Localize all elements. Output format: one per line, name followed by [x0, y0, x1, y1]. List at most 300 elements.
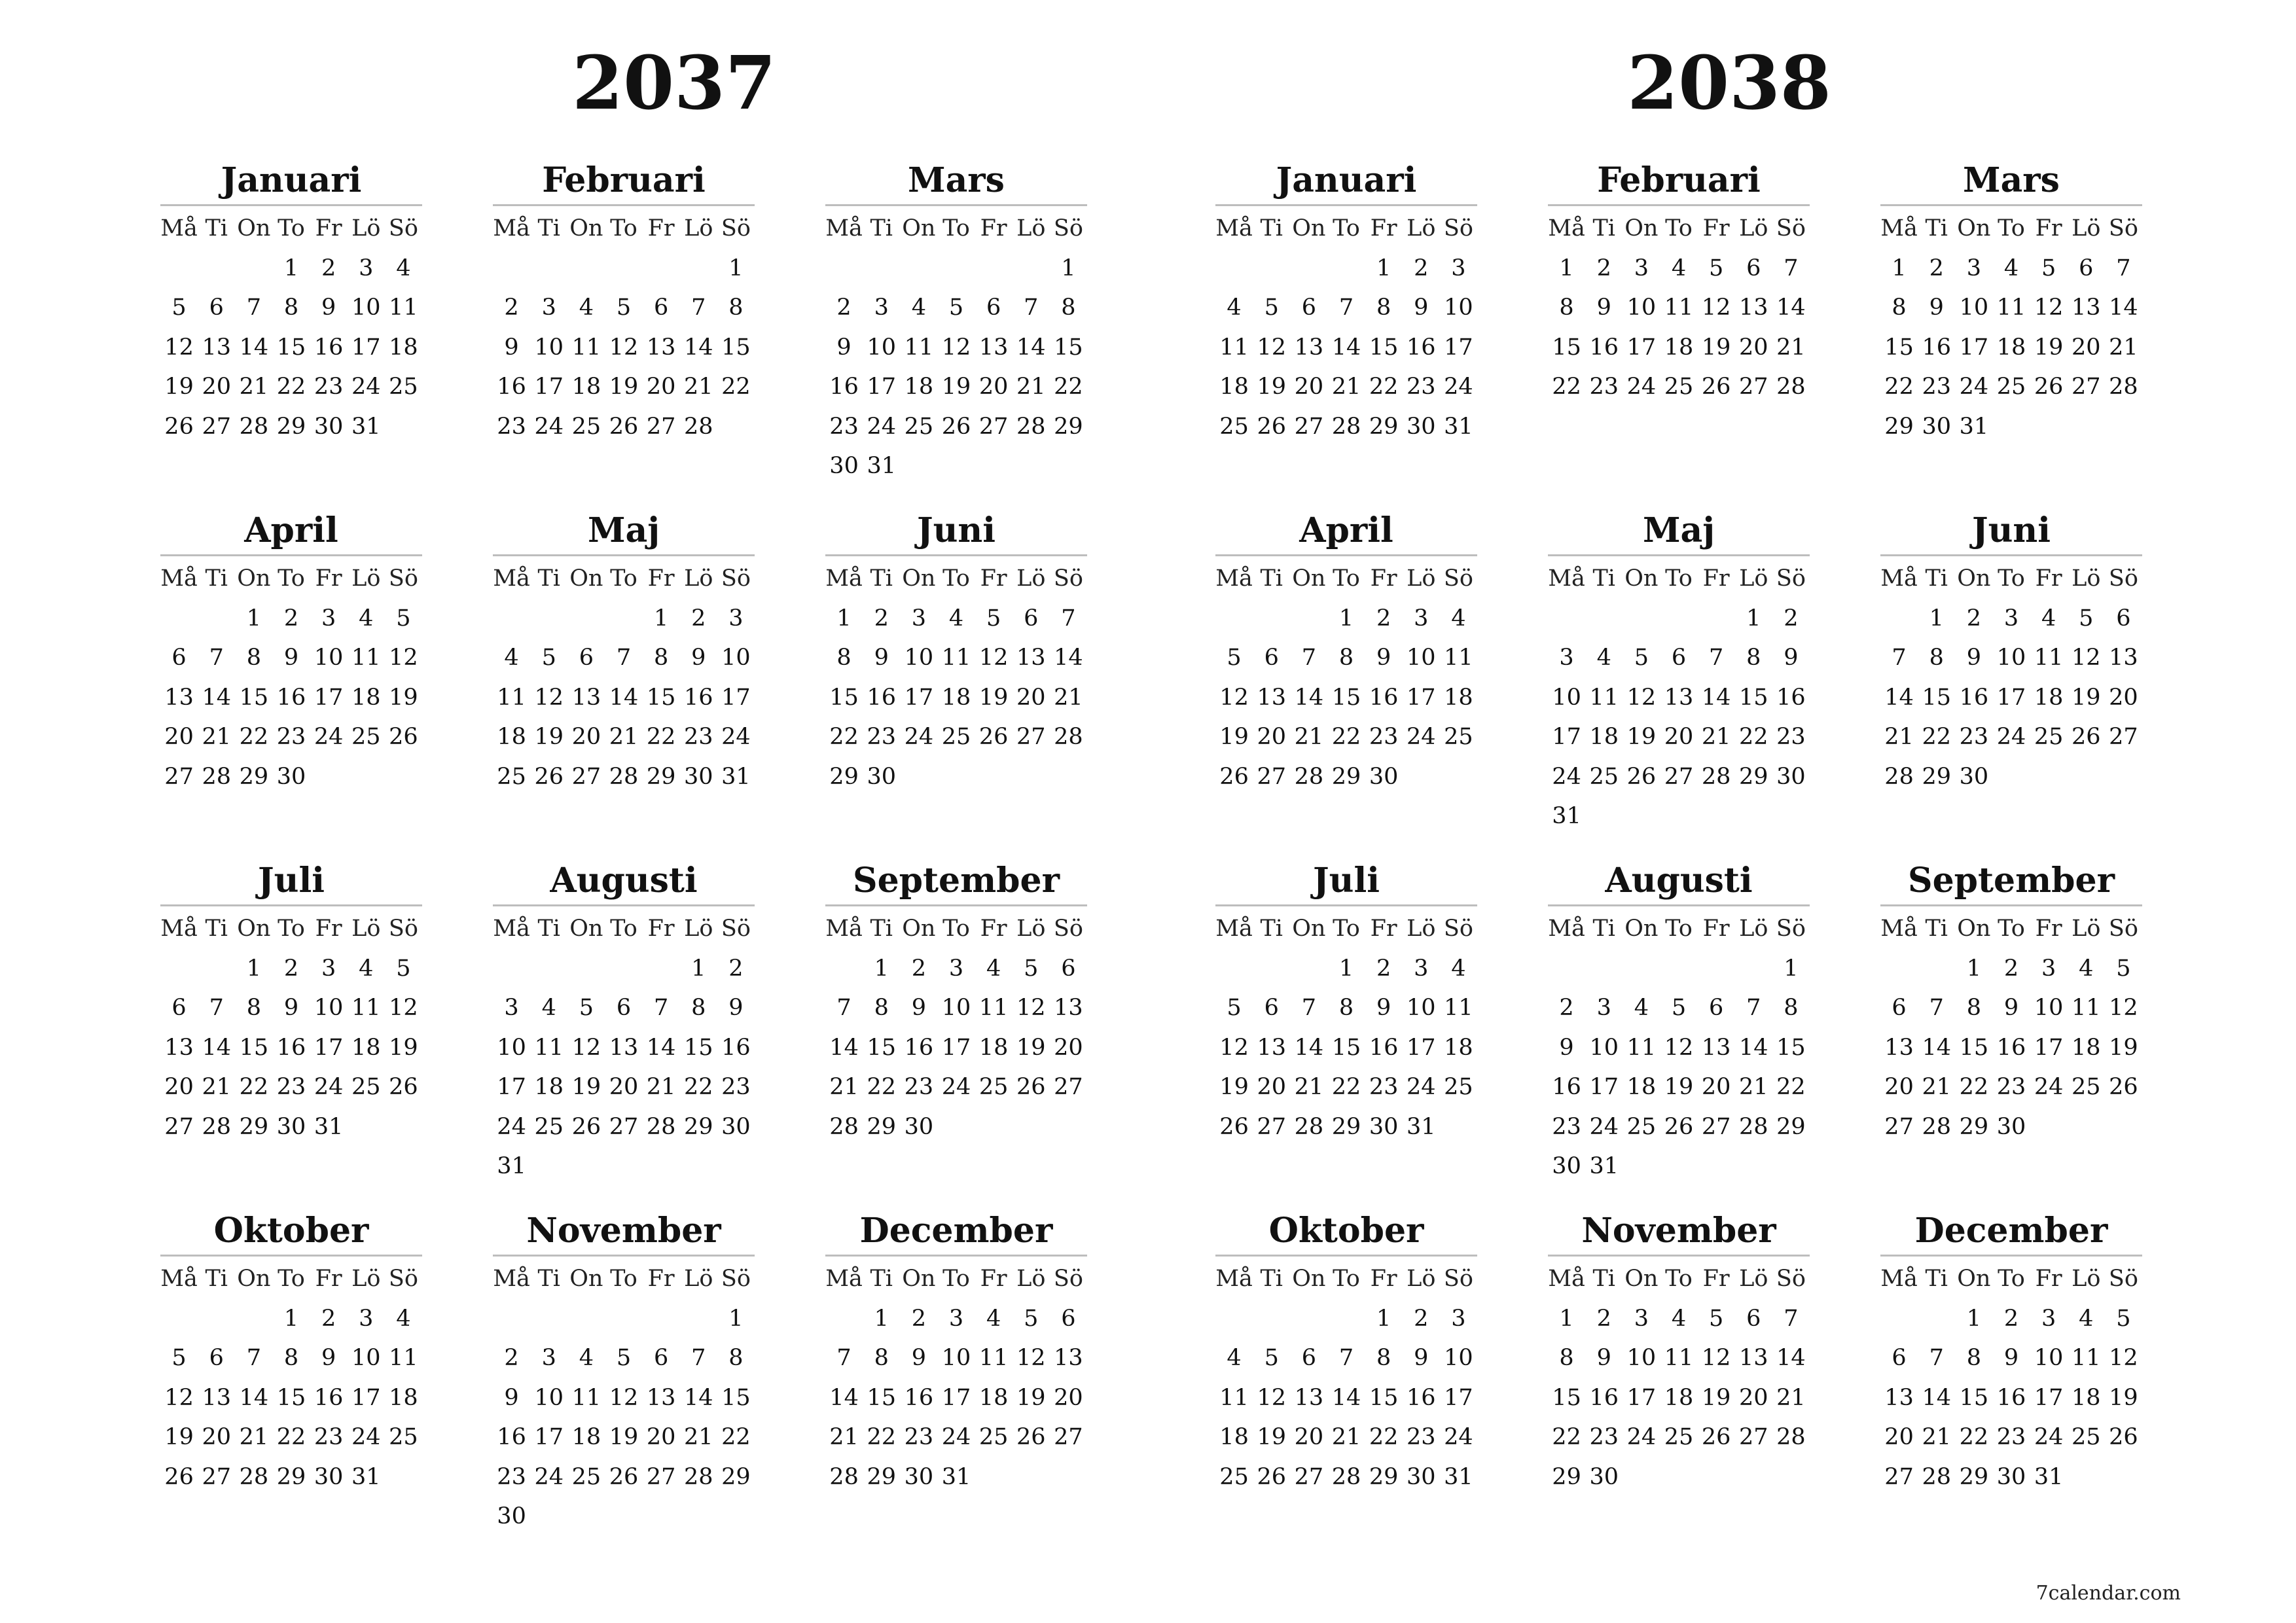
weekday-header: Ti — [1925, 565, 1948, 592]
month-maj — [493, 507, 755, 796]
day-cell: 17 — [1444, 334, 1473, 361]
day-cell: 23 — [1369, 1074, 1399, 1100]
day-cell: 20 — [646, 374, 676, 400]
month-name: December — [825, 1207, 1087, 1257]
weekday-header: Sö — [388, 1266, 418, 1292]
day-cell: 20 — [1257, 724, 1286, 750]
day-cell: 30 — [1407, 1463, 1436, 1490]
day-grid — [825, 559, 1087, 796]
weekday-header: Må — [493, 916, 530, 942]
weekday-header: Ti — [537, 1266, 560, 1292]
month-april — [1215, 507, 1477, 796]
day-cell: 20 — [1701, 1074, 1731, 1100]
day-cell: 5 — [1708, 1305, 1724, 1332]
empty-cell — [198, 949, 235, 989]
empty-cell — [1548, 949, 1585, 989]
empty-cell — [1253, 949, 1290, 989]
day-cell: 17 — [497, 1074, 526, 1100]
day-cell: 28 — [1922, 1113, 1951, 1140]
weekday-header: Fr — [1370, 916, 1397, 942]
day-cell: 16 — [1589, 1384, 1619, 1411]
day-cell: 15 — [1959, 1384, 1989, 1411]
day-cell: 8 — [874, 995, 889, 1021]
day-cell: 21 — [609, 724, 639, 750]
day-cell: 20 — [1739, 334, 1768, 361]
day-cell: 1 — [1892, 255, 1907, 281]
day-cell: 25 — [1444, 1074, 1473, 1100]
day-cell: 20 — [978, 374, 1009, 400]
weekday-header: On — [1292, 565, 1326, 592]
month-februari — [493, 157, 755, 446]
day-cell: 21 — [1331, 374, 1361, 400]
day-cell: 21 — [239, 374, 269, 400]
day-cell: 14 — [239, 1384, 269, 1411]
day-cell: 13 — [1257, 684, 1286, 711]
day-cell: 19 — [978, 684, 1009, 711]
day-cell: 24 — [1996, 724, 2026, 750]
month-mars — [1880, 157, 2142, 446]
day-cell: 2 — [1414, 255, 1429, 281]
day-cell: 3 — [321, 955, 336, 982]
day-cell: 15 — [684, 1034, 713, 1061]
weekday-header: On — [902, 565, 936, 592]
day-cell: 21 — [1294, 1074, 1324, 1100]
weekday-header: On — [569, 565, 603, 592]
weekday-header: Lö — [1739, 215, 1768, 241]
day-cell: 10 — [721, 645, 751, 671]
day-cell: 16 — [1369, 1034, 1399, 1061]
day-cell: 13 — [202, 334, 231, 361]
day-cell: 10 — [2034, 1345, 2064, 1371]
weekday-header: Fr — [315, 1266, 342, 1292]
day-cell: 6 — [1264, 995, 1279, 1021]
weekday-header: Fr — [980, 1266, 1007, 1292]
month-oktober — [160, 1207, 422, 1497]
weekday-header: To — [278, 565, 305, 592]
weekday-header: Ti — [205, 215, 228, 241]
day-cell: 22 — [829, 724, 859, 750]
day-cell: 11 — [978, 995, 1009, 1021]
day-cell: 14 — [684, 334, 713, 361]
day-cell: 11 — [904, 334, 934, 361]
weekday-header: To — [942, 565, 970, 592]
month-juni — [825, 507, 1087, 796]
day-cell: 30 — [1996, 1113, 2026, 1140]
day-grid — [1880, 1259, 2142, 1497]
day-cell: 6 — [653, 1345, 669, 1371]
weekday-header: Må — [825, 215, 863, 241]
day-cell: 20 — [1016, 684, 1046, 711]
day-cell: 4 — [1451, 605, 1466, 632]
weekday-header: Ti — [870, 215, 893, 241]
day-cell: 21 — [829, 1424, 859, 1450]
day-cell: 21 — [1922, 1074, 1951, 1100]
month-september — [1880, 857, 2142, 1147]
day-cell: 10 — [534, 1384, 564, 1411]
month-januari — [160, 157, 422, 446]
empty-cell — [825, 949, 863, 989]
day-cell: 1 — [283, 255, 299, 281]
day-cell: 25 — [2034, 724, 2064, 750]
weekday-header: Lö — [684, 1266, 713, 1292]
day-cell: 24 — [1407, 1074, 1436, 1100]
day-cell: 26 — [1701, 374, 1731, 400]
day-cell: 1 — [1746, 605, 1761, 632]
day-cell: 2 — [1414, 1305, 1429, 1332]
day-cell: 7 — [653, 995, 669, 1021]
day-cell: 6 — [1264, 645, 1279, 671]
month-augusti — [493, 857, 755, 1186]
day-cell: 24 — [2034, 1424, 2064, 1450]
weekday-header: Må — [1215, 1266, 1253, 1292]
day-cell: 24 — [1407, 724, 1436, 750]
day-cell: 2 — [874, 605, 889, 632]
weekday-header: Ti — [1260, 565, 1283, 592]
day-cell: 20 — [1664, 724, 1694, 750]
day-cell: 9 — [504, 334, 519, 361]
weekday-header: Fr — [647, 565, 675, 592]
day-cell: 15 — [829, 684, 859, 711]
day-cell: 18 — [534, 1074, 564, 1100]
day-cell: 8 — [1966, 1345, 1981, 1371]
day-cell: 12 — [1626, 684, 1657, 711]
empty-cell — [1698, 949, 1735, 989]
day-cell: 14 — [1294, 1034, 1324, 1061]
day-cell: 7 — [616, 645, 632, 671]
day-cell: 27 — [609, 1113, 639, 1140]
day-cell: 15 — [276, 334, 306, 361]
day-cell: 28 — [2109, 374, 2138, 400]
day-cell: 11 — [2072, 1345, 2101, 1371]
month-name: Juli — [1215, 857, 1477, 906]
day-cell: 9 — [911, 1345, 926, 1371]
month-name: Juni — [825, 507, 1087, 556]
weekday-header: To — [1998, 565, 2025, 592]
day-cell: 18 — [2034, 684, 2064, 711]
day-cell: 17 — [867, 374, 896, 400]
day-cell: 9 — [1596, 1345, 1611, 1371]
day-cell: 26 — [1257, 413, 1286, 440]
weekday-header: Sö — [1053, 565, 1083, 592]
day-cell: 25 — [389, 374, 418, 400]
day-cell: 26 — [1626, 763, 1657, 790]
empty-cell — [1327, 1299, 1365, 1339]
day-cell: 24 — [314, 724, 344, 750]
weekday-header: Ti — [205, 565, 228, 592]
day-cell: 30 — [904, 1463, 934, 1490]
day-cell: 7 — [836, 1345, 852, 1371]
empty-cell — [567, 949, 605, 989]
day-cell: 2 — [1559, 995, 1574, 1021]
empty-cell — [1290, 949, 1327, 989]
day-cell: 14 — [239, 334, 269, 361]
day-cell: 23 — [1589, 1424, 1619, 1450]
day-cell: 14 — [646, 1034, 676, 1061]
day-cell: 18 — [1219, 374, 1249, 400]
month-name: Oktober — [160, 1207, 422, 1257]
day-cell: 3 — [948, 955, 964, 982]
day-cell: 23 — [497, 413, 526, 440]
day-cell: 3 — [911, 605, 926, 632]
day-cell: 13 — [164, 684, 194, 711]
weekday-header: To — [610, 565, 637, 592]
day-cell: 13 — [1664, 684, 1694, 711]
month-name: September — [1880, 857, 2142, 906]
day-cell: 19 — [1016, 1384, 1046, 1411]
weekday-header: On — [569, 1266, 603, 1292]
day-cell: 18 — [1626, 1074, 1657, 1100]
day-cell: 11 — [571, 1384, 601, 1411]
weekday-header: Ti — [1592, 1266, 1615, 1292]
day-cell: 25 — [2072, 1424, 2101, 1450]
month-oktober — [1215, 1207, 1477, 1497]
day-cell: 3 — [321, 605, 336, 632]
day-cell: 21 — [1701, 724, 1731, 750]
weekday-header: Lö — [351, 565, 381, 592]
weekday-header: On — [569, 916, 603, 942]
weekday-header: To — [1665, 215, 1693, 241]
day-cell: 28 — [1776, 374, 1806, 400]
day-cell: 7 — [1024, 294, 1039, 321]
day-cell: 8 — [1376, 1345, 1391, 1371]
day-cell: 5 — [1671, 995, 1687, 1021]
empty-cell — [567, 249, 605, 289]
day-cell: 24 — [904, 724, 934, 750]
weekday-header: Lö — [1016, 565, 1046, 592]
empty-cell — [160, 599, 198, 639]
day-cell: 12 — [1701, 294, 1731, 321]
day-cell: 7 — [836, 995, 852, 1021]
day-cell: 29 — [1552, 1463, 1581, 1490]
day-cell: 3 — [1596, 995, 1611, 1021]
weekday-header: To — [1333, 565, 1360, 592]
day-cell: 18 — [389, 334, 418, 361]
day-cell: 25 — [978, 1074, 1009, 1100]
weekday-header: Må — [493, 215, 530, 241]
month-november — [493, 1207, 755, 1537]
weekday-header: Lö — [2072, 565, 2101, 592]
day-cell: 12 — [164, 1384, 194, 1411]
day-cell: 28 — [1294, 1113, 1324, 1140]
weekday-header: Ti — [205, 916, 228, 942]
day-cell: 24 — [1444, 374, 1473, 400]
empty-cell — [235, 1299, 272, 1339]
month-september — [825, 857, 1087, 1147]
day-cell: 10 — [1959, 294, 1989, 321]
weekday-header: To — [1333, 1266, 1360, 1292]
empty-cell — [1253, 249, 1290, 289]
weekday-header: Lö — [1407, 916, 1436, 942]
empty-cell — [643, 949, 680, 989]
day-cell: 7 — [1784, 255, 1799, 281]
month-juli — [160, 857, 422, 1147]
day-cell: 6 — [209, 294, 224, 321]
day-cell: 19 — [571, 1074, 601, 1100]
day-cell: 3 — [1559, 645, 1574, 671]
day-cell: 8 — [1376, 294, 1391, 321]
day-cell: 29 — [646, 763, 676, 790]
day-cell: 20 — [1294, 1424, 1324, 1450]
day-cell: 1 — [1559, 1305, 1574, 1332]
empty-cell — [1585, 949, 1623, 989]
day-cell: 14 — [1922, 1034, 1951, 1061]
day-cell: 25 — [1219, 1463, 1249, 1490]
day-cell: 27 — [1054, 1074, 1083, 1100]
weekday-header: Må — [1215, 916, 1253, 942]
day-cell: 23 — [1776, 724, 1806, 750]
day-cell: 8 — [1559, 1345, 1574, 1371]
day-cell: 18 — [978, 1034, 1009, 1061]
day-cell: 23 — [1996, 1424, 2026, 1450]
day-cell: 16 — [1996, 1034, 2026, 1061]
day-cell: 5 — [2079, 605, 2094, 632]
weekday-header: Sö — [2108, 916, 2138, 942]
day-cell: 11 — [1664, 294, 1694, 321]
day-cell: 23 — [1996, 1074, 2026, 1100]
day-cell: 26 — [609, 413, 639, 440]
day-cell: 5 — [616, 294, 632, 321]
day-cell: 24 — [1626, 1424, 1657, 1450]
day-cell: 23 — [904, 1424, 934, 1450]
day-cell: 10 — [1407, 995, 1436, 1021]
month-mars — [825, 157, 1087, 486]
weekday-header: Fr — [1370, 215, 1397, 241]
day-cell: 16 — [1922, 334, 1951, 361]
day-cell: 30 — [1959, 763, 1989, 790]
day-grid — [1215, 209, 1477, 446]
day-cell: 2 — [321, 255, 336, 281]
day-cell: 1 — [1061, 255, 1076, 281]
day-cell: 17 — [1444, 1384, 1473, 1411]
day-cell: 31 — [867, 453, 896, 479]
day-cell: 25 — [1626, 1113, 1657, 1140]
empty-cell — [1918, 1299, 1955, 1339]
day-cell: 23 — [829, 413, 859, 440]
month-name: Oktober — [1215, 1207, 1477, 1257]
day-cell: 23 — [1589, 374, 1619, 400]
day-cell: 23 — [1959, 724, 1989, 750]
day-cell: 28 — [829, 1113, 859, 1140]
day-cell: 22 — [721, 374, 751, 400]
weekday-header: Sö — [721, 916, 751, 942]
weekday-header: Lö — [351, 916, 381, 942]
day-cell: 5 — [2041, 255, 2056, 281]
day-cell: 7 — [246, 1345, 261, 1371]
weekday-header: Sö — [1443, 565, 1473, 592]
day-cell: 28 — [1294, 763, 1324, 790]
day-cell: 22 — [1054, 374, 1083, 400]
day-cell: 11 — [1589, 684, 1619, 711]
day-cell: 19 — [1701, 1384, 1731, 1411]
day-cell: 27 — [202, 413, 231, 440]
day-cell: 8 — [1966, 995, 1981, 1021]
day-cell: 15 — [239, 1034, 269, 1061]
empty-cell — [198, 599, 235, 639]
day-cell: 25 — [1664, 1424, 1694, 1450]
weekday-header: To — [1665, 565, 1693, 592]
day-cell: 23 — [721, 1074, 751, 1100]
site-credit: 7calendar.com — [2036, 1582, 2181, 1605]
day-cell: 2 — [1966, 605, 1981, 632]
day-cell: 25 — [904, 413, 934, 440]
day-cell: 15 — [1552, 1384, 1581, 1411]
day-cell: 6 — [1892, 1345, 1907, 1371]
day-cell: 20 — [1054, 1384, 1083, 1411]
empty-cell — [605, 599, 642, 639]
month-name: Juli — [160, 857, 422, 906]
day-cell: 22 — [1959, 1424, 1989, 1450]
day-cell: 2 — [1784, 605, 1799, 632]
day-cell: 5 — [2116, 955, 2131, 982]
day-grid — [1215, 559, 1477, 796]
empty-cell — [1735, 949, 1772, 989]
day-cell: 18 — [941, 684, 971, 711]
day-cell: 3 — [359, 255, 374, 281]
day-cell: 9 — [1596, 294, 1611, 321]
day-cell: 16 — [314, 1384, 344, 1411]
weekday-header: On — [1292, 916, 1326, 942]
weekday-header: Sö — [1053, 215, 1083, 241]
empty-cell — [643, 249, 680, 289]
month-name: November — [1548, 1207, 1810, 1257]
day-cell: 19 — [1664, 1074, 1694, 1100]
day-cell: 17 — [351, 1384, 381, 1411]
day-cell: 24 — [721, 724, 751, 750]
day-cell: 5 — [171, 1345, 187, 1371]
weekday-header: On — [237, 1266, 271, 1292]
day-cell: 19 — [609, 1424, 639, 1450]
day-cell: 8 — [691, 995, 706, 1021]
day-cell: 14 — [1739, 1034, 1768, 1061]
day-cell: 30 — [276, 763, 306, 790]
weekday-header: Lö — [1739, 916, 1768, 942]
day-cell: 13 — [1739, 294, 1768, 321]
weekday-header: On — [1624, 1266, 1659, 1292]
weekday-header: Sö — [2108, 1266, 2138, 1292]
day-cell: 15 — [646, 684, 676, 711]
day-cell: 31 — [2034, 1463, 2064, 1490]
day-cell: 13 — [1257, 1034, 1286, 1061]
day-cell: 6 — [1301, 294, 1316, 321]
weekday-header: Sö — [721, 565, 751, 592]
day-cell: 6 — [1708, 995, 1724, 1021]
weekday-header: Må — [160, 916, 198, 942]
weekday-header: Lö — [351, 215, 381, 241]
day-cell: 29 — [867, 1113, 896, 1140]
weekday-header: Sö — [721, 1266, 751, 1292]
weekday-header: Lö — [351, 1266, 381, 1292]
day-cell: 18 — [1444, 684, 1473, 711]
empty-cell — [1253, 599, 1290, 639]
weekday-header: Ti — [1260, 1266, 1283, 1292]
day-cell: 25 — [351, 724, 381, 750]
day-cell: 11 — [389, 294, 418, 321]
day-cell: 15 — [1331, 684, 1361, 711]
day-cell: 3 — [541, 294, 556, 321]
day-cell: 27 — [1294, 413, 1324, 440]
day-cell: 22 — [867, 1074, 896, 1100]
day-cell: 2 — [2003, 955, 2019, 982]
day-cell: 13 — [1884, 1384, 1914, 1411]
day-cell: 2 — [2003, 1305, 2019, 1332]
day-cell: 11 — [941, 645, 971, 671]
day-cell: 12 — [609, 334, 639, 361]
day-cell: 16 — [867, 684, 896, 711]
day-cell: 15 — [239, 684, 269, 711]
day-cell: 6 — [1671, 645, 1687, 671]
day-cell: 31 — [721, 763, 751, 790]
day-cell: 20 — [164, 1074, 194, 1100]
